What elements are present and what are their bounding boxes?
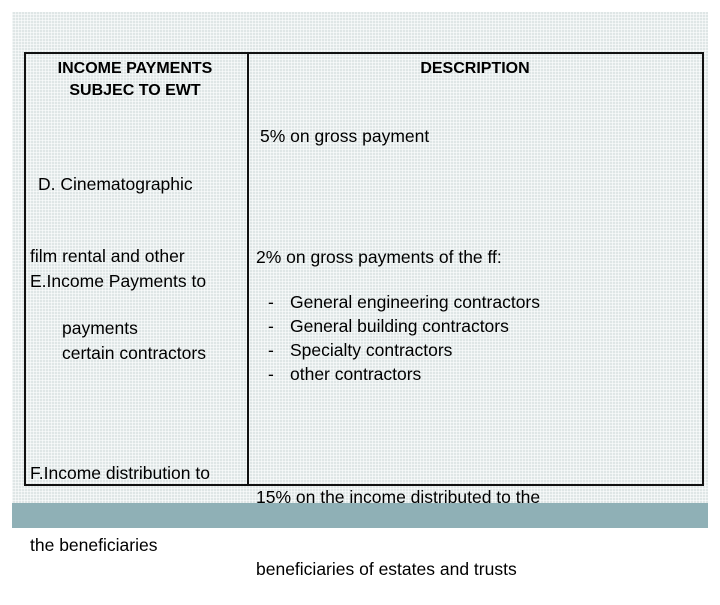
list-item [268,338,540,362]
bullet-marker: - [268,316,274,336]
header-left-line-2: SUBJEC TO EWT [69,82,201,99]
header-left-line-1: INCOME PAYMENTS [57,60,213,77]
row-e-line-2: certain contractors [62,343,206,363]
list-item [268,362,540,386]
header-description: DESCRIPTION [420,60,530,77]
row-f-item [30,413,210,581]
row-f-desc-line-2: beneficiaries of estates and trusts [256,559,517,579]
bullet-marker: - [268,364,274,384]
header-income-payments [30,58,240,102]
contractor-bullet-list [268,290,540,386]
bullet-text: General engineering contractors [290,292,541,312]
list-item [268,314,540,338]
row-f-description [256,437,540,605]
row-f-line-2: the beneficiaries [30,535,158,555]
row-d-line-2: film rental and other [30,246,185,266]
row-f-desc-line-1: 15% on the income distributed to the [256,487,541,507]
bullet-text: General building contractors [290,316,509,336]
bullet-text: other contractors [290,364,422,384]
bullet-marker: - [268,292,274,312]
list-item [268,290,540,314]
bullet-marker: - [268,340,274,360]
row-d-description: 5% on gross payment [260,126,430,146]
bullet-text: Specialty contractors [290,340,453,360]
row-d-line-1: D. Cinematographic [38,174,193,194]
column-divider [247,52,249,486]
row-e-description: 2% on gross payments of the ff: [256,247,502,267]
row-e-line-1: E.Income Payments to [30,271,207,291]
row-f-line-1: F.Income distribution to [30,463,210,483]
row-d-line-3: payments [62,318,138,338]
row-e-item [30,221,206,389]
